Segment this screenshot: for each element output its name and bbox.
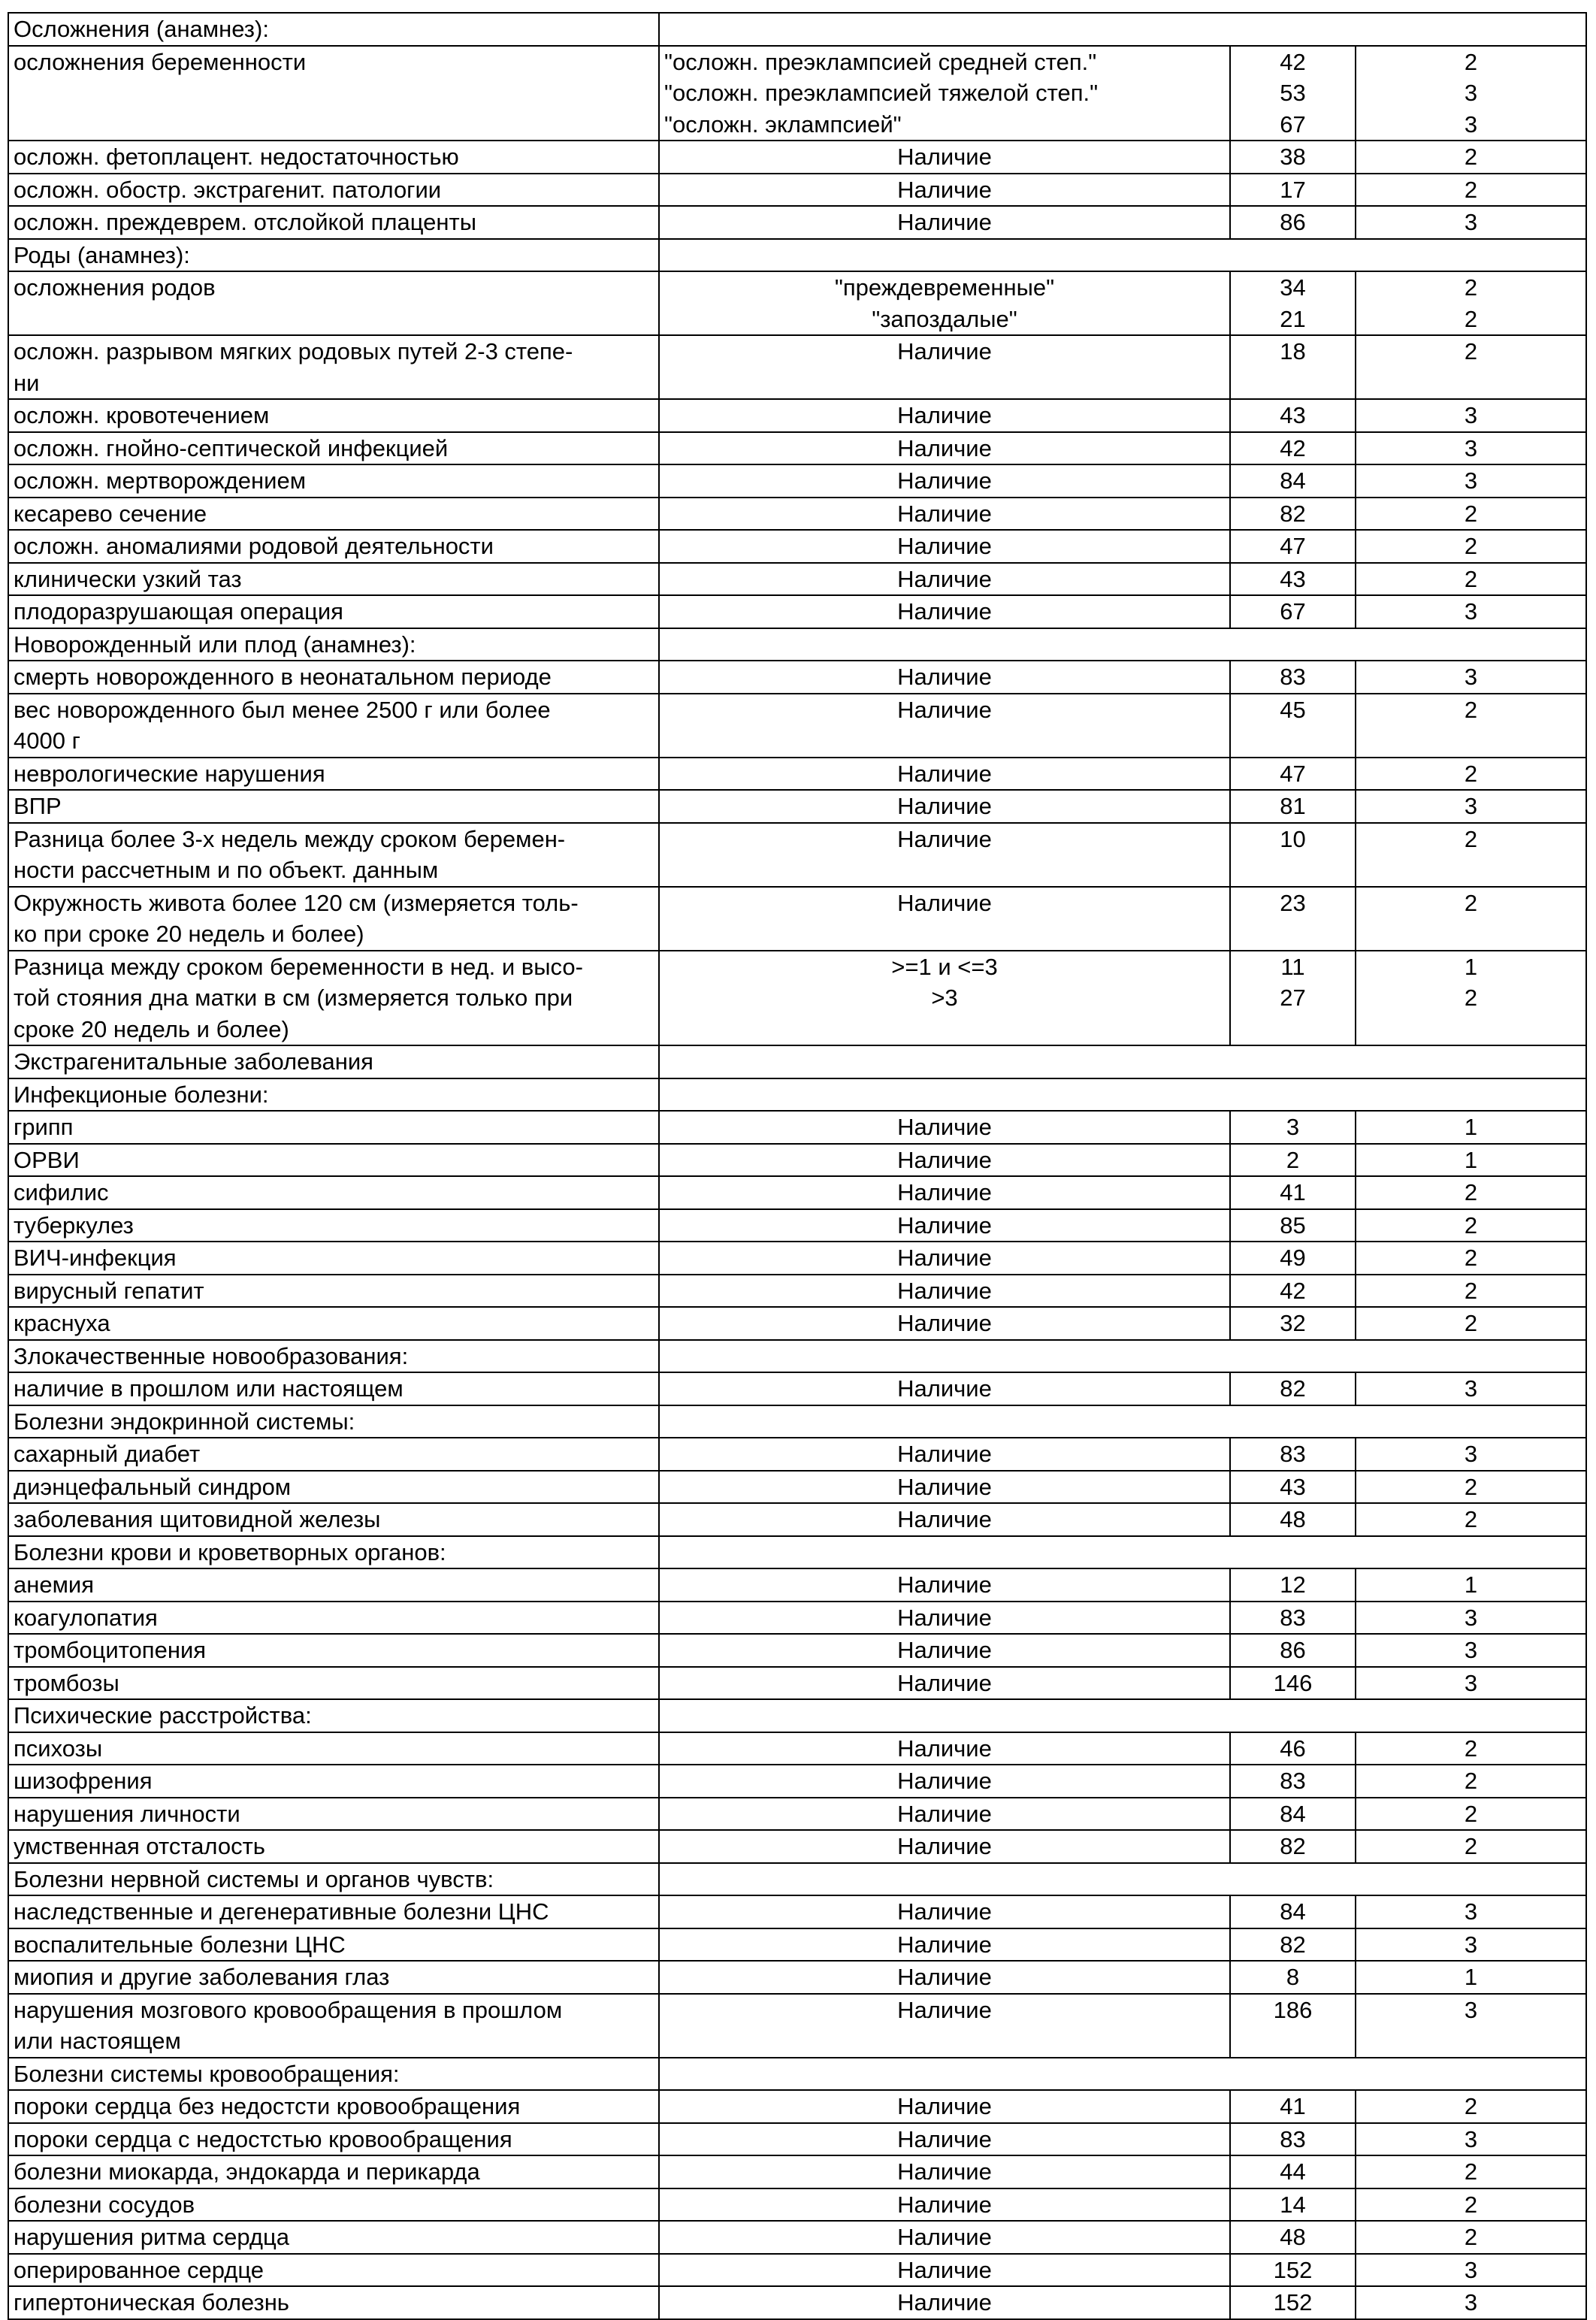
factor-label-cell: туберкулез (8, 1209, 659, 1242)
grade-cell: 1 (1356, 1111, 1586, 1144)
grade-cell: 2 (1356, 823, 1586, 887)
criterion-cell: Наличие (659, 2286, 1230, 2319)
criterion-cell: Наличие (659, 2155, 1230, 2188)
factor-label-cell: диэнцефальный синдром (8, 1471, 659, 1504)
criterion-cell: Наличие (659, 1667, 1230, 1700)
criterion-cell: Наличие (659, 1634, 1230, 1667)
grade-cell: 3 (1356, 464, 1586, 498)
grade-cell: 3 (1356, 1667, 1586, 1700)
section-empty-cell (659, 1699, 1586, 1732)
grade-cell: 1 (1356, 1568, 1586, 1602)
score-cell: 49 (1230, 1242, 1356, 1275)
factor-label-cell: ВИЧ-инфекция (8, 1242, 659, 1275)
table-row (8, 758, 1586, 791)
score-cell: 67 (1230, 595, 1356, 628)
criterion-cell: Наличие (659, 1471, 1230, 1504)
grade-cell: 1 (1356, 1144, 1586, 1177)
criterion-cell: Наличие (659, 1928, 1230, 1962)
score-cell: 47 (1230, 530, 1356, 563)
section-header-row (8, 1405, 1586, 1438)
score-cell: 32 (1230, 1307, 1356, 1340)
grade-cell: 2 (1356, 1503, 1586, 1536)
score-cell: 2 (1230, 1144, 1356, 1177)
factor-label-cell: смерть новорожденного в неонатальном периоде (8, 661, 659, 694)
table-row (8, 2221, 1586, 2254)
factor-label-cell: вес новорожденного был менее 2500 г или более 4000 г (8, 694, 659, 758)
factor-label-cell: нарушения ритма сердца (8, 2221, 659, 2254)
score-cell: 42 (1230, 1275, 1356, 1308)
factor-label-cell: осложн. гнойно-септической инфекцией (8, 432, 659, 465)
score-cell: 42 (1230, 432, 1356, 465)
section-empty-cell (659, 1078, 1586, 1112)
factor-label-cell: осложн. кровотечением (8, 399, 659, 432)
score-cell: 42 53 67 (1230, 46, 1356, 141)
score-cell: 152 (1230, 2286, 1356, 2319)
section-header-row (8, 1045, 1586, 1078)
criterion-cell: Наличие (659, 661, 1230, 694)
table-row (8, 1830, 1586, 1863)
factor-label-cell: пороки сердца с недостстью кровообращения (8, 2123, 659, 2156)
grade-cell: 2 (1356, 1471, 1586, 1504)
score-cell: 186 (1230, 1994, 1356, 2058)
grade-cell: 3 (1356, 399, 1586, 432)
criterion-cell: Наличие (659, 563, 1230, 596)
score-cell: 84 (1230, 1895, 1356, 1928)
factor-label-cell: коагулопатия (8, 1602, 659, 1635)
table-row (8, 2090, 1586, 2123)
factor-label-cell: грипп (8, 1111, 659, 1144)
section-title: Злокачественные новообразования: (8, 1340, 659, 1373)
grade-cell: 3 (1356, 1438, 1586, 1471)
score-cell: 81 (1230, 790, 1356, 823)
factor-label-cell: клинически узкий таз (8, 563, 659, 596)
section-empty-cell (659, 239, 1586, 272)
score-cell: 48 (1230, 2221, 1356, 2254)
table-row (8, 2254, 1586, 2287)
score-cell: 85 (1230, 1209, 1356, 1242)
grade-cell: 2 (1356, 1242, 1586, 1275)
criterion-cell: Наличие (659, 1176, 1230, 1209)
section-header-row (8, 2058, 1586, 2091)
table-row (8, 1307, 1586, 1340)
grade-cell: 3 (1356, 206, 1586, 239)
grade-cell: 3 (1356, 1895, 1586, 1928)
grade-cell: 2 (1356, 174, 1586, 207)
score-cell: 83 (1230, 1602, 1356, 1635)
section-header-row (8, 1536, 1586, 1569)
table-row (8, 951, 1586, 1046)
criterion-cell: Наличие (659, 530, 1230, 563)
table-row (8, 2155, 1586, 2188)
grade-cell: 3 (1356, 432, 1586, 465)
table-row (8, 1602, 1586, 1635)
factor-label-cell: нарушения мозгового кровообращения в прошлом или настоящем (8, 1994, 659, 2058)
criterion-cell: "осложн. преэклампсией средней степ." "осложн. преэклампсией тяжелой степ." "осложн. эклампсией" (659, 46, 1230, 141)
factor-label-cell: тромбоцитопения (8, 1634, 659, 1667)
table-row (8, 206, 1586, 239)
criterion-cell: Наличие (659, 1602, 1230, 1635)
section-header-row (8, 1340, 1586, 1373)
score-cell: 82 (1230, 1928, 1356, 1962)
factor-label-cell: миопия и другие заболевания глаз (8, 1961, 659, 1994)
score-cell: 84 (1230, 464, 1356, 498)
section-empty-cell (659, 13, 1586, 46)
section-header-row (8, 13, 1586, 46)
score-cell: 14 (1230, 2188, 1356, 2222)
score-cell: 82 (1230, 1830, 1356, 1863)
factor-label-cell: Разница между сроком беременности в нед. и высо- той стояния дна матки в см (измеряется только при сроке 20 недель и более) (8, 951, 659, 1046)
table-body (8, 13, 1586, 2319)
criterion-cell: Наличие (659, 1830, 1230, 1863)
grade-cell: 2 (1356, 2155, 1586, 2188)
criterion-cell: Наличие (659, 1568, 1230, 1602)
criterion-cell: Наличие (659, 1732, 1230, 1765)
factor-label-cell: анемия (8, 1568, 659, 1602)
grade-cell: 2 (1356, 758, 1586, 791)
criterion-cell: Наличие (659, 432, 1230, 465)
score-cell: 47 (1230, 758, 1356, 791)
score-cell: 23 (1230, 887, 1356, 951)
score-cell: 38 (1230, 141, 1356, 174)
score-cell: 83 (1230, 2123, 1356, 2156)
grade-cell: 2 (1356, 141, 1586, 174)
score-cell: 48 (1230, 1503, 1356, 1536)
grade-cell: 2 2 (1356, 271, 1586, 335)
criterion-cell: Наличие (659, 595, 1230, 628)
grade-cell: 2 (1356, 1732, 1586, 1765)
table-row (8, 271, 1586, 335)
table-row (8, 661, 1586, 694)
score-cell: 82 (1230, 1372, 1356, 1405)
table-row (8, 1372, 1586, 1405)
section-header-row (8, 1699, 1586, 1732)
section-title: Болезни крови и кроветворных органов: (8, 1536, 659, 1569)
grade-cell: 2 (1356, 530, 1586, 563)
grade-cell: 3 (1356, 661, 1586, 694)
grade-cell: 2 (1356, 1830, 1586, 1863)
grade-cell: 2 (1356, 1765, 1586, 1798)
criterion-cell: Наличие (659, 141, 1230, 174)
criterion-cell: "преждевременные" "запоздалые" (659, 271, 1230, 335)
section-empty-cell (659, 1340, 1586, 1373)
criterion-cell: Наличие (659, 1372, 1230, 1405)
grade-cell: 2 (1356, 1209, 1586, 1242)
factor-label-cell: воспалительные болезни ЦНС (8, 1928, 659, 1962)
score-cell: 86 (1230, 1634, 1356, 1667)
section-title: Экстрагенитальные заболевания (8, 1045, 659, 1078)
grade-cell: 2 (1356, 2090, 1586, 2123)
table-row (8, 1994, 1586, 2058)
score-cell: 43 (1230, 399, 1356, 432)
grade-cell: 2 (1356, 2188, 1586, 2222)
table-row (8, 1176, 1586, 1209)
grade-cell: 3 (1356, 1634, 1586, 1667)
factor-label-cell: вирусный гепатит (8, 1275, 659, 1308)
table-row (8, 432, 1586, 465)
section-title: Болезни нервной системы и органов чувств: (8, 1863, 659, 1896)
section-header-row (8, 628, 1586, 661)
score-cell: 3 (1230, 1111, 1356, 1144)
grade-cell: 3 (1356, 595, 1586, 628)
table-row (8, 1928, 1586, 1962)
grade-cell: 2 (1356, 1176, 1586, 1209)
score-cell: 44 (1230, 2155, 1356, 2188)
score-cell: 46 (1230, 1732, 1356, 1765)
score-cell: 12 (1230, 1568, 1356, 1602)
criterion-cell: Наличие (659, 1242, 1230, 1275)
table-row (8, 790, 1586, 823)
factor-label-cell: плодоразрушающая операция (8, 595, 659, 628)
score-cell: 34 21 (1230, 271, 1356, 335)
factor-label-cell: осложн. обостр. экстрагенит. патологии (8, 174, 659, 207)
grade-cell: 3 (1356, 790, 1586, 823)
score-cell: 45 (1230, 694, 1356, 758)
table-row (8, 2188, 1586, 2222)
criterion-cell: >=1 и <=3 >3 (659, 951, 1230, 1046)
criterion-cell: Наличие (659, 1275, 1230, 1308)
criterion-cell: Наличие (659, 335, 1230, 399)
section-empty-cell (659, 2058, 1586, 2091)
criterion-cell: Наличие (659, 2123, 1230, 2156)
section-empty-cell (659, 1863, 1586, 1896)
grade-cell: 2 (1356, 335, 1586, 399)
factor-label-cell: болезни миокарда, эндокарда и перикарда (8, 2155, 659, 2188)
criterion-cell: Наличие (659, 758, 1230, 791)
grade-cell: 2 (1356, 1307, 1586, 1340)
factor-label-cell: наследственные и дегенеративные болезни ЦНС (8, 1895, 659, 1928)
section-title: Роды (анамнез): (8, 239, 659, 272)
table-row (8, 595, 1586, 628)
score-cell: 17 (1230, 174, 1356, 207)
section-title: Инфекционые болезни: (8, 1078, 659, 1112)
section-title: Психические расстройства: (8, 1699, 659, 1732)
criterion-cell: Наличие (659, 1209, 1230, 1242)
table-row (8, 1895, 1586, 1928)
table-row (8, 1209, 1586, 1242)
table-row (8, 823, 1586, 887)
score-cell: 41 (1230, 1176, 1356, 1209)
table-row (8, 1111, 1586, 1144)
criterion-cell: Наличие (659, 1895, 1230, 1928)
criterion-cell: Наличие (659, 887, 1230, 951)
table-row (8, 46, 1586, 141)
table-row (8, 1242, 1586, 1275)
criterion-cell: Наличие (659, 1961, 1230, 1994)
table-row (8, 1503, 1586, 1536)
score-cell: 83 (1230, 1438, 1356, 1471)
score-cell: 83 (1230, 661, 1356, 694)
criterion-cell: Наличие (659, 399, 1230, 432)
criterion-cell: Наличие (659, 1798, 1230, 1831)
section-empty-cell (659, 1405, 1586, 1438)
factor-label-cell: оперированное сердце (8, 2254, 659, 2287)
criterion-cell: Наличие (659, 694, 1230, 758)
factor-label-cell: осложн. преждеврем. отслойкой плаценты (8, 206, 659, 239)
factor-label-cell: пороки сердца без недостсти кровообращения (8, 2090, 659, 2123)
table-row (8, 464, 1586, 498)
factor-label-cell: осложн. аномалиями родовой деятельности (8, 530, 659, 563)
factor-label-cell: умственная отсталость (8, 1830, 659, 1863)
score-cell: 11 27 (1230, 951, 1356, 1046)
criterion-cell: Наличие (659, 2221, 1230, 2254)
factor-label-cell: краснуха (8, 1307, 659, 1340)
section-title: Болезни системы кровообращения: (8, 2058, 659, 2091)
criterion-cell: Наличие (659, 498, 1230, 531)
document-page (8, 12, 1585, 2320)
table-row (8, 1144, 1586, 1177)
table-row (8, 1798, 1586, 1831)
score-cell: 8 (1230, 1961, 1356, 1994)
criterion-cell: Наличие (659, 1144, 1230, 1177)
section-title: Осложнения (анамнез): (8, 13, 659, 46)
criterion-cell: Наличие (659, 2188, 1230, 2222)
grade-cell: 2 (1356, 2221, 1586, 2254)
grade-cell: 2 (1356, 887, 1586, 951)
criterion-cell: Наличие (659, 464, 1230, 498)
grade-cell: 3 (1356, 1602, 1586, 1635)
factor-label-cell: психозы (8, 1732, 659, 1765)
grade-cell: 2 (1356, 694, 1586, 758)
score-cell: 18 (1230, 335, 1356, 399)
grade-cell: 2 3 3 (1356, 46, 1586, 141)
factor-label-cell: Окружность живота более 120 см (измеряется толь- ко при сроке 20 недель и более) (8, 887, 659, 951)
criterion-cell: Наличие (659, 174, 1230, 207)
table-row (8, 887, 1586, 951)
table-row (8, 530, 1586, 563)
criterion-cell: Наличие (659, 2254, 1230, 2287)
score-cell: 83 (1230, 1765, 1356, 1798)
score-cell: 82 (1230, 498, 1356, 531)
grade-cell: 3 (1356, 2123, 1586, 2156)
grade-cell: 1 2 (1356, 951, 1586, 1046)
factor-label-cell: сахарный диабет (8, 1438, 659, 1471)
factor-label-cell: болезни сосудов (8, 2188, 659, 2222)
grade-cell: 3 (1356, 2254, 1586, 2287)
section-header-row (8, 1078, 1586, 1112)
table-row (8, 399, 1586, 432)
factor-label-cell: осложн. мертворождением (8, 464, 659, 498)
factor-label-cell: наличие в прошлом или настоящем (8, 1372, 659, 1405)
table-row (8, 1634, 1586, 1667)
factor-label-cell: заболевания щитовидной железы (8, 1503, 659, 1536)
criterion-cell: Наличие (659, 1994, 1230, 2058)
factor-label-cell: кесарево сечение (8, 498, 659, 531)
factor-label-cell: тромбозы (8, 1667, 659, 1700)
grade-cell: 2 (1356, 1275, 1586, 1308)
section-header-row (8, 1863, 1586, 1896)
score-cell: 43 (1230, 1471, 1356, 1504)
grade-cell: 3 (1356, 1994, 1586, 2058)
factor-label-cell: осложнения родов (8, 271, 659, 335)
criterion-cell: Наличие (659, 206, 1230, 239)
criterion-cell: Наличие (659, 1307, 1230, 1340)
score-cell: 86 (1230, 206, 1356, 239)
criterion-cell: Наличие (659, 1765, 1230, 1798)
grade-cell: 2 (1356, 498, 1586, 531)
table-row (8, 1667, 1586, 1700)
table-row (8, 1275, 1586, 1308)
criterion-cell: Наличие (659, 1503, 1230, 1536)
section-empty-cell (659, 628, 1586, 661)
factor-label-cell: осложн. разрывом мягких родовых путей 2-3 степе- ни (8, 335, 659, 399)
table-row (8, 498, 1586, 531)
score-cell: 43 (1230, 563, 1356, 596)
section-header-row (8, 239, 1586, 272)
grade-cell: 3 (1356, 1928, 1586, 1962)
factor-label-cell: осложнения беременности (8, 46, 659, 141)
score-cell: 152 (1230, 2254, 1356, 2287)
score-cell: 146 (1230, 1667, 1356, 1700)
criterion-cell: Наличие (659, 1438, 1230, 1471)
table-row (8, 141, 1586, 174)
grade-cell: 2 (1356, 563, 1586, 596)
section-title: Болезни эндокринной системы: (8, 1405, 659, 1438)
score-cell: 41 (1230, 2090, 1356, 2123)
grade-cell: 1 (1356, 1961, 1586, 1994)
factor-label-cell: Разница более 3-х недель между сроком беремен- ности рассчетным и по объект. данным (8, 823, 659, 887)
factor-label-cell: ОРВИ (8, 1144, 659, 1177)
grade-cell: 2 (1356, 1798, 1586, 1831)
risk-factors-table (8, 12, 1587, 2320)
criterion-cell: Наличие (659, 823, 1230, 887)
grade-cell: 3 (1356, 1372, 1586, 1405)
criterion-cell: Наличие (659, 790, 1230, 823)
table-row (8, 1471, 1586, 1504)
table-row (8, 335, 1586, 399)
factor-label-cell: сифилис (8, 1176, 659, 1209)
table-row (8, 2286, 1586, 2319)
factor-label-cell: гипертоническая болезнь (8, 2286, 659, 2319)
section-empty-cell (659, 1045, 1586, 1078)
factor-label-cell: нарушения личности (8, 1798, 659, 1831)
grade-cell: 3 (1356, 2286, 1586, 2319)
section-empty-cell (659, 1536, 1586, 1569)
table-row (8, 1765, 1586, 1798)
factor-label-cell: ВПР (8, 790, 659, 823)
table-row (8, 563, 1586, 596)
criterion-cell: Наличие (659, 2090, 1230, 2123)
criterion-cell: Наличие (659, 1111, 1230, 1144)
score-cell: 84 (1230, 1798, 1356, 1831)
table-row (8, 1438, 1586, 1471)
table-row (8, 174, 1586, 207)
table-row (8, 694, 1586, 758)
score-cell: 10 (1230, 823, 1356, 887)
table-row (8, 1568, 1586, 1602)
section-title: Новорожденный или плод (анамнез): (8, 628, 659, 661)
factor-label-cell: неврологические нарушения (8, 758, 659, 791)
table-row (8, 2123, 1586, 2156)
table-row (8, 1961, 1586, 1994)
factor-label-cell: осложн. фетоплацент. недостаточностью (8, 141, 659, 174)
factor-label-cell: шизофрения (8, 1765, 659, 1798)
table-row (8, 1732, 1586, 1765)
